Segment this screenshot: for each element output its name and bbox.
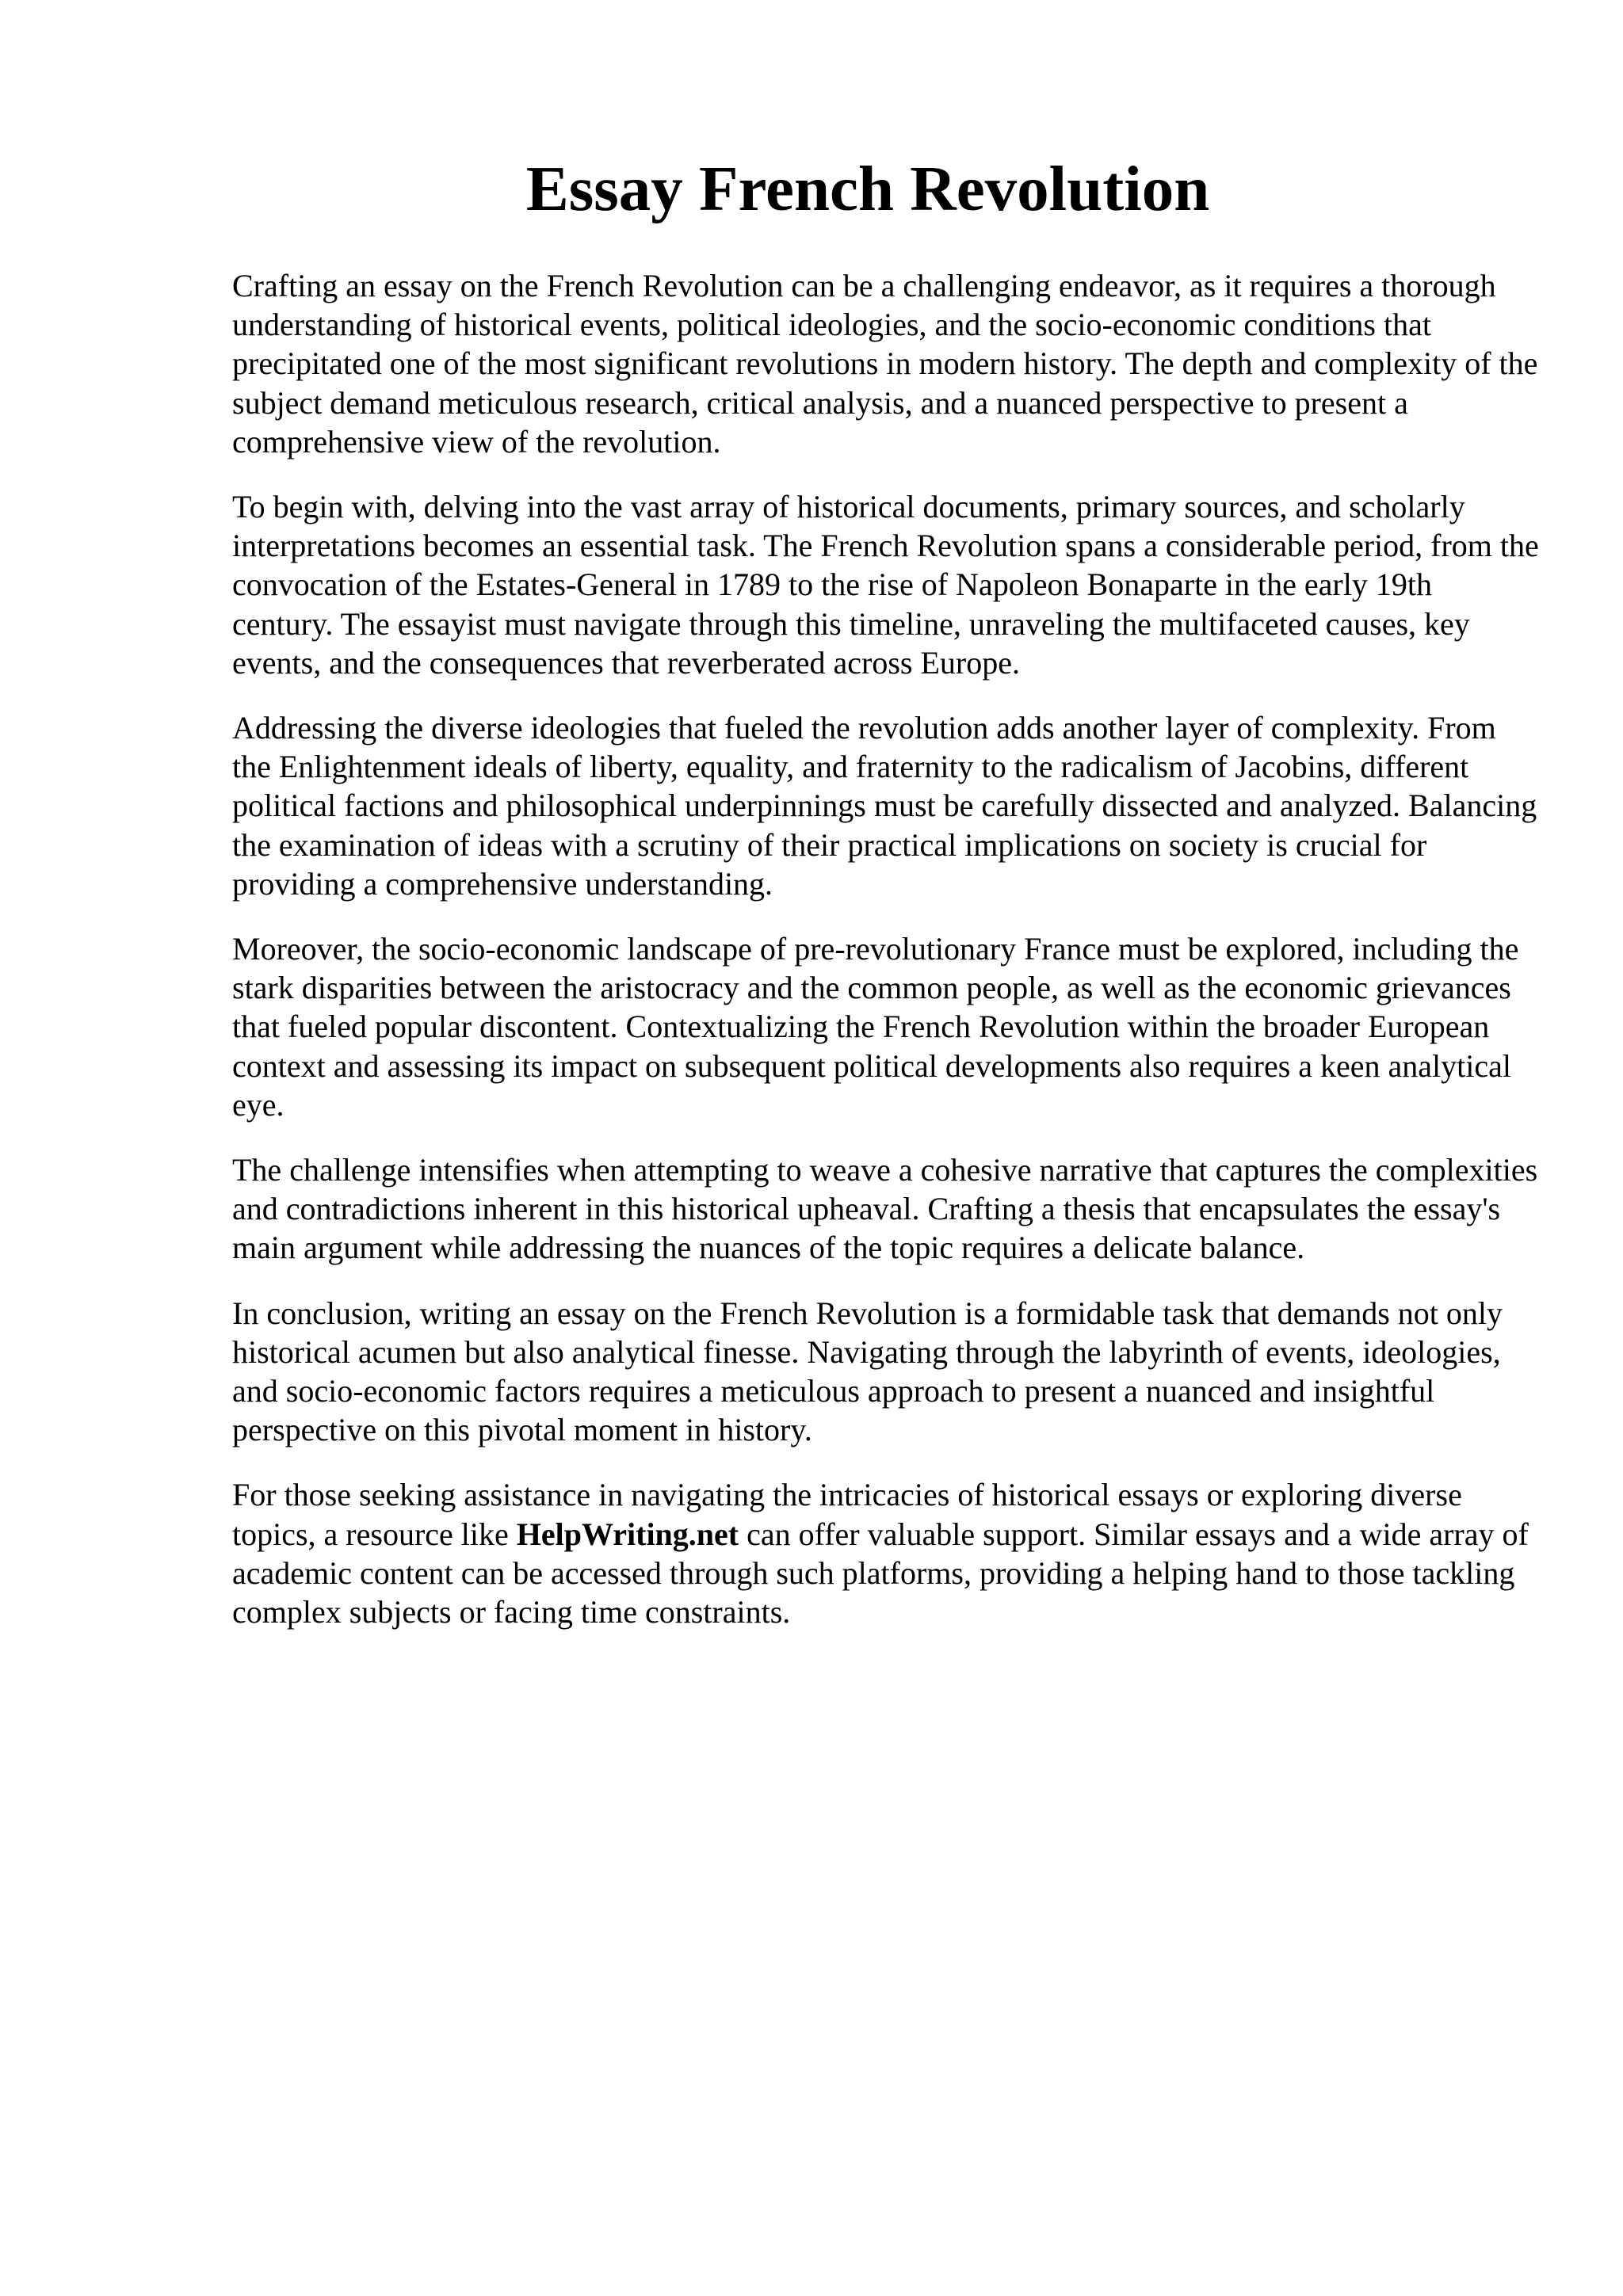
paragraph-6: In conclusion, writing an essay on the French Revolution is a formidable task that demands not only historical acumen but also analytical finesse. Navigating through the labyrinth of events, ideologies, and socio-economic factors requires a meticulous approach to present a nuanced and insightful perspective on this pivotal moment in history. xyxy=(232,1295,1503,1448)
document-body xyxy=(232,266,1540,1657)
paragraph-7-text-after: can offer valuable support. Similar essays and a wide array of academic content can be accessed through such platforms, providing a helping hand to those tackling complex subjects or facing time constraints. xyxy=(232,1516,1529,1630)
document-title: Essay French Revolution xyxy=(525,153,1210,224)
paragraph-7 xyxy=(232,1475,1540,1631)
paragraph-5: The challenge intensifies when attempting to weave a cohesive narrative that captures the complexities and contradictions inherent in this historical upheaval. Crafting a thesis that encapsulates the essay's main argument while addressing the nuances of the topic requires a delicate balance. xyxy=(232,1152,1538,1266)
paragraph-1: Crafting an essay on the French Revolution can be a challenging endeavor, as it requires a thorough understanding of historical events, political ideologies, and the socio-economic conditions that precipitated one of the most significant revolutions in modern history. The depth and complexity of the subject demand meticulous research, critical analysis, and a nuanced perspective to present a comprehensive view of the revolution. xyxy=(232,268,1538,460)
paragraph-3: Addressing the diverse ideologies that fueled the revolution adds another layer of complexity. From the Enlightenment ideals of liberty, equality, and fraternity to the radicalism of Jacobins, different political factions and philosophical underpinnings must be carefully dissected and analyzed. Balancing the examination of ideas with a scrutiny of their practical implications on society is crucial for providing a comprehensive understanding. xyxy=(232,710,1537,902)
helpwriting-brand: HelpWriting.net xyxy=(516,1516,739,1552)
paragraph-2: To begin with, delving into the vast array of historical documents, primary sources, and scholarly interpretations becomes an essential task. The French Revolution spans a considerable period, from the convocation of the Estates-General in 1789 to the rise of Napoleon Bonaparte in the early 19th century. The essayist must navigate through this timeline, unraveling the multifaceted causes, key events, and the consequences that reverberated across Europe. xyxy=(232,489,1539,681)
paragraph-4: Moreover, the socio-economic landscape of pre-revolutionary France must be explored, including the stark disparities between the aristocracy and the common people, as well as the economic grievances that fueled popular discontent. Contextualizing the French Revolution within the broader European context and assessing its impact on subsequent political developments also requires a keen analytical eye. xyxy=(232,931,1519,1123)
paragraph-7-text-before: For those seeking assistance in navigating the intricacies of historical essays or exploring diverse topics, a resource like xyxy=(232,1477,1462,1552)
